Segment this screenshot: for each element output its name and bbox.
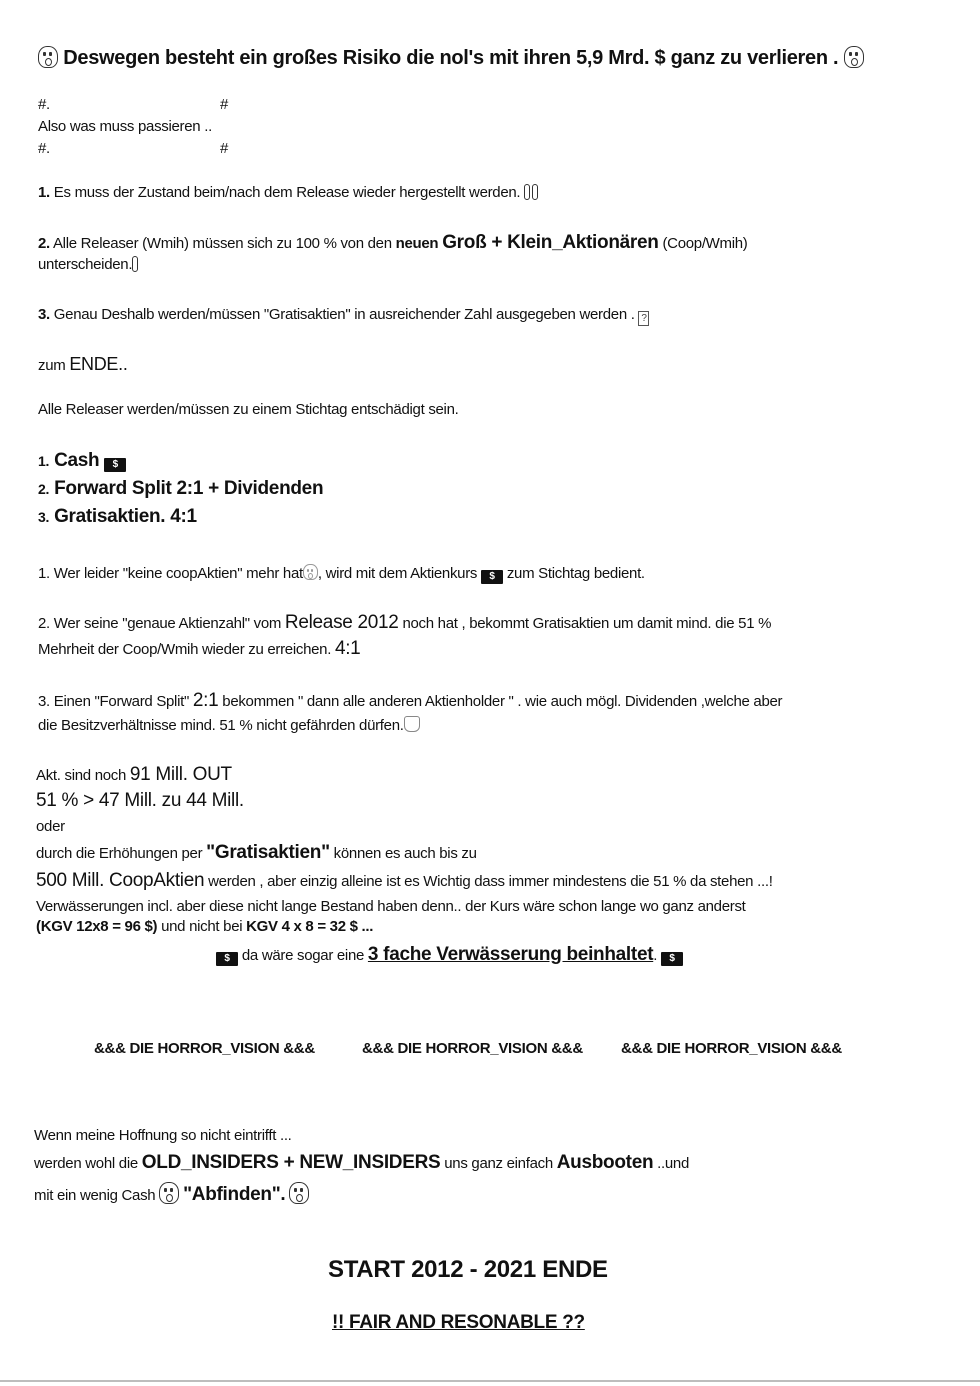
stats-line-5 — [36, 870, 773, 892]
detail-text: 3. Einen "Forward Split" — [38, 693, 193, 710]
option-label: Gratisaktien. 4:1 — [54, 506, 197, 527]
requirement-num: 3. — [38, 306, 50, 323]
detail-text: zum Stichtag bedient. — [502, 565, 645, 582]
stats-text: und nicht bei — [157, 918, 247, 935]
closing-emphasis: OLD_INSIDERS + NEW_INSIDERS — [141, 1152, 441, 1173]
detail-2-line2 — [38, 638, 360, 660]
stats-text: Akt. sind noch — [36, 767, 130, 784]
detail-text: , wird mit dem Aktienkurs — [317, 565, 481, 582]
detail-3 — [38, 690, 782, 712]
option-label: Cash — [54, 450, 100, 471]
horror-vision-1: &&& DIE HORROR_VISION &&& — [94, 1040, 315, 1057]
detail-text: die Besitzverhältnisse mind. 51 % nicht gefährden dürfen. — [38, 717, 404, 734]
horror-vision-3: &&& DIE HORROR_VISION &&& — [621, 1040, 842, 1057]
page-edge-divider — [0, 1380, 980, 1382]
hash-bottom-right: # — [220, 140, 229, 157]
hash-bottom-left: #. — [38, 140, 50, 157]
requirement-text: Genau Deshalb werden/müssen "Gratisaktien" in ausreichender Zahl ausgegeben werden . — [53, 306, 635, 323]
hash-top-left: #. — [38, 96, 50, 113]
end-label — [38, 354, 128, 375]
closing-line-1: Wenn meine Hoffnung so nicht eintrifft ... — [34, 1127, 292, 1144]
stats-bold: KGV 4 x 8 = 32 $ ... — [246, 918, 374, 935]
exclamation-icon — [532, 184, 538, 200]
closing-line-2 — [34, 1152, 689, 1174]
stats-line-6: Verwässerungen incl. aber diese nicht lange Bestand haben denn.. der Kurs wäre schon lange wo ganz anderst — [36, 898, 746, 915]
closing-title: START 2012 - 2021 ENDE — [328, 1256, 608, 1283]
stats-emphasis: 500 Mill. CoopAktien — [36, 870, 205, 891]
detail-text: 1. Wer leider "keine coopAktien" mehr hat — [38, 565, 303, 582]
option-gratisaktien — [38, 506, 197, 528]
requirement-2-line2 — [38, 256, 140, 273]
scream-face-icon — [844, 46, 864, 68]
requirement-num: 1. — [38, 184, 50, 201]
detail-ratio: 4:1 — [334, 638, 361, 659]
stats-text: können es auch bis zu — [329, 845, 477, 862]
detail-2 — [38, 612, 771, 634]
closing-text: ..und — [653, 1155, 689, 1172]
stats-text: durch die Erhöhungen per — [36, 845, 207, 862]
closing-text: werden wohl die — [34, 1155, 142, 1172]
detail-1 — [38, 564, 645, 584]
requirement-2 — [38, 232, 748, 254]
detail-text: bekommen " dann alle anderen Aktienholder " . wie auch mögl. Dividenden ,welche aber — [218, 693, 783, 710]
end-prefix: zum — [38, 357, 70, 374]
money-icon: $ — [481, 570, 503, 584]
option-forward-split — [38, 478, 323, 500]
requirement-text: Es muss der Zustand beim/nach dem Release wieder hergestellt werden. — [53, 184, 521, 201]
stats-text: werden , aber einzig alleine ist es Wichtig dass immer mindestens die 51 % da stehen ...! — [204, 873, 773, 890]
compensation-intro: Alle Releaser werden/müssen zu einem Stichtag entschädigt sein. — [38, 401, 459, 418]
exclamation-icon — [524, 184, 530, 200]
headline — [38, 46, 864, 70]
headline-text: Deswegen besteht ein großes Risiko die nol's mit ihren 5,9 Mrd. $ ganz zu verlieren . — [63, 47, 839, 69]
stats-line-7 — [36, 918, 373, 935]
closing-emphasis: Ausbooten — [556, 1152, 654, 1173]
money-icon: $ — [661, 952, 683, 966]
detail-ratio: 2:1 — [192, 690, 219, 711]
stats-text: da wäre sogar eine — [238, 947, 368, 964]
stats-text: . — [653, 947, 661, 964]
horror-vision-2: &&& DIE HORROR_VISION &&& — [362, 1040, 583, 1057]
stats-underlined: 3 fache Verwässerung beinhaltet — [367, 944, 654, 965]
option-label: Forward Split 2:1 + Dividenden — [54, 478, 324, 499]
requirement-3 — [38, 306, 649, 326]
detail-text: Mehrheit der Coop/Wmih wieder zu erreichen. — [38, 641, 335, 658]
stats-line-3: oder — [36, 818, 65, 835]
requirement-emphasis: Groß + Klein_Aktionären — [442, 232, 659, 253]
option-num: 2. — [38, 481, 50, 497]
scream-face-icon — [303, 564, 318, 580]
question-icon: ? — [638, 311, 649, 326]
requirement-bold: neuen — [395, 235, 439, 252]
detail-emphasis: Release 2012 — [284, 612, 399, 633]
stats-line-2: 51 % > 47 Mill. zu 44 Mill. — [36, 790, 244, 811]
stats-emphasis: 91 Mill. OUT — [129, 764, 232, 785]
option-cash — [38, 450, 126, 472]
money-icon: $ — [104, 458, 126, 472]
requirement-text: unterscheiden. — [38, 256, 133, 273]
option-num: 3. — [38, 509, 50, 525]
stats-emphasis: "Gratisaktien" — [206, 842, 330, 863]
option-num: 1. — [38, 453, 50, 469]
stats-line-1 — [36, 764, 232, 786]
end-big: ENDE.. — [69, 354, 128, 374]
requirement-num: 2. — [38, 235, 50, 252]
requirement-1 — [38, 184, 540, 201]
scream-face-icon — [159, 1182, 179, 1204]
detail-text: noch hat , bekommt Gratisaktien um damit mind. die 51 % — [398, 615, 772, 632]
closing-text: mit ein wenig Cash — [34, 1187, 160, 1204]
closing-text: uns ganz einfach — [440, 1155, 557, 1172]
closing-subtitle: !! FAIR AND RESONABLE ?? — [332, 1312, 585, 1333]
closing-emphasis: "Abfinden". — [183, 1184, 286, 1205]
hash-top-right: # — [220, 96, 229, 113]
stats-bold: (KGV 12x8 = 96 $) — [36, 918, 158, 935]
stats-line-8 — [216, 944, 683, 966]
scream-face-icon — [38, 46, 58, 68]
detail-3-line2 — [38, 716, 420, 734]
scream-face-icon — [289, 1182, 309, 1204]
intro-text: Also was muss passieren .. — [38, 118, 212, 135]
money-icon: $ — [216, 952, 238, 966]
stats-line-4 — [36, 842, 477, 864]
requirement-text: Alle Releaser (Wmih) müssen sich zu 100 % von den — [52, 235, 396, 252]
exclamation-icon — [132, 256, 138, 272]
closing-line-3 — [34, 1182, 309, 1206]
detail-text: 2. Wer seine "genaue Aktienzahl" vom — [38, 615, 285, 632]
hand-icon — [404, 716, 420, 732]
requirement-text: (Coop/Wmih) — [658, 235, 748, 252]
